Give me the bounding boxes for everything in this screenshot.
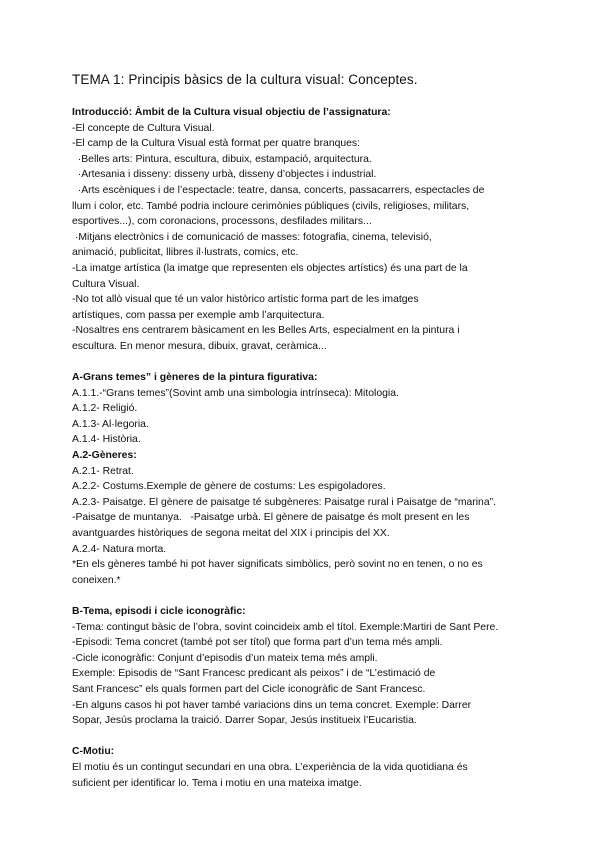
text-line: A.1.4- Història. — [72, 434, 141, 446]
text-line: -El concepte de Cultura Visual. — [72, 122, 215, 134]
section — [72, 744, 542, 791]
text-line: -Nosaltres ens centrarem bàsicament en les Belles Arts, especialment en la pintura i — [72, 325, 460, 337]
text-line: ·Mitjans electrònics i de comunicació de masses: fotografia, cinema, televisió, — [72, 231, 432, 243]
text-line: artístiques, com passa per exemple amb l’arquitectura. — [72, 309, 325, 321]
text-line: -El camp de la Cultura Visual està format per quatre branques: — [72, 138, 361, 150]
section-heading: A-Grans temes” i gèneres de la pintura figurativa: — [72, 372, 318, 384]
text-line: Cultura Visual. — [72, 278, 140, 290]
text-line: ·Artesania i disseny: disseny urbà, disseny d’objectes i industrial. — [72, 169, 377, 181]
document-body — [72, 105, 542, 791]
text-line: esportives...), com coronacions, processons, desfilades militars... — [72, 216, 372, 228]
section-spacer — [72, 729, 542, 745]
text-line: A.1.2- Religió. — [72, 403, 138, 415]
text-line: -En alguns casos hi pot haver també variacions dins un tema concret. Exemple: Darrer — [72, 699, 472, 711]
text-line: Exemple: Episodis de “Sant Francesc predicant als peixos” i de “L’estimació de — [72, 668, 436, 680]
text-line: A.2.4- Natura morta. — [72, 543, 167, 555]
subsection-heading: A.2-Gèneres: — [72, 450, 137, 462]
text-line: -Tema: contingut bàsic de l’obra, sovint coincideix amb el títol. Exemple:Martiri de Sant Pere. — [72, 621, 499, 633]
text-line: A.1.1.-“Grans temes”(Sovint amb una simbologia intrínseca): Mitologia. — [72, 387, 399, 399]
text-line: suficient per identificar lo. Tema i motiu en una mateixa imatge. — [72, 777, 362, 789]
text-line: llum i color, etc. També podria incloure cerimònies públiques (civils, religioses, militars, — [72, 200, 470, 212]
text-line: -Paisatge de muntanya. -Paisatge urbà. El gènere de paisatge és molt present en les — [72, 512, 470, 524]
text-line: escultura. En menor mesura, dibuix, gravat, ceràmica... — [72, 340, 327, 352]
text-line: avantguardes històriques de segona meitat del XIX i principis del XX. — [72, 528, 390, 540]
section — [72, 105, 542, 355]
section — [72, 370, 542, 588]
text-line: Sant Francesc” els quals formen part del Cicle iconogràfic de Sant Francesc. — [72, 683, 426, 695]
text-line: -Cicle iconogràfic: Conjunt d’episodis d’un mateix tema més ampli. — [72, 652, 378, 664]
text-line: animació, publicitat, llibres il·lustrats, comics, etc. — [72, 247, 299, 259]
text-line: -No tot allò visual que té un valor històrico artístic forma part de les imatges — [72, 294, 419, 306]
text-line: -Episodi: Tema concret (també pot ser títol) que forma part d’un tema més ampli. — [72, 637, 443, 649]
section-heading: Introducció: Àmbit de la Cultura visual objectiu de l’assignatura: — [72, 107, 391, 118]
section-heading: C-Motiu: — [72, 746, 115, 758]
text-line: El motiu és un contingut secundari en una obra. L’experiència de la vida quotidiana és — [72, 761, 468, 773]
text-line: -La imatge artística (la imatge que representen els objectes artístics) és una part de la — [72, 262, 468, 274]
text-line: A.1.3- Al·legoria. — [72, 418, 149, 430]
text-line: A.2.3- Paisatge. El gènere de paisatge té subgèneres: Paisatge rural i Paisatge de “marina”. — [72, 496, 496, 508]
text-line: A.2.1- Retrat. — [72, 465, 134, 477]
document-page — [72, 72, 542, 791]
section — [72, 604, 542, 729]
text-line: ·Belles arts: Pintura, escultura, dibuix, estampació, arquitectura. — [72, 153, 372, 165]
text-line: *En els gèneres també hi pot haver significats simbòlics, però sovint no en tenen, o no es — [72, 559, 483, 571]
text-line: coneixen.* — [72, 574, 121, 586]
section-heading: B-Tema, episodi i cicle iconogràfic: — [72, 606, 246, 617]
section-spacer — [72, 588, 542, 604]
text-line: ·Arts escèniques i de l’espectacle: teatre, dansa, concerts, passacarrers, espectacles de — [72, 184, 485, 196]
section-spacer — [72, 355, 542, 371]
document-title: TEMA 1: Principis bàsics de la cultura visual: Conceptes. — [72, 72, 418, 87]
text-line: A.2.2- Costums.Exemple de gènere de costums: Les espigoladores. — [72, 481, 386, 493]
text-line: Sopar, Jesús proclama la traició. Darrer Sopar, Jesús institueix l’Eucaristia. — [72, 715, 417, 727]
